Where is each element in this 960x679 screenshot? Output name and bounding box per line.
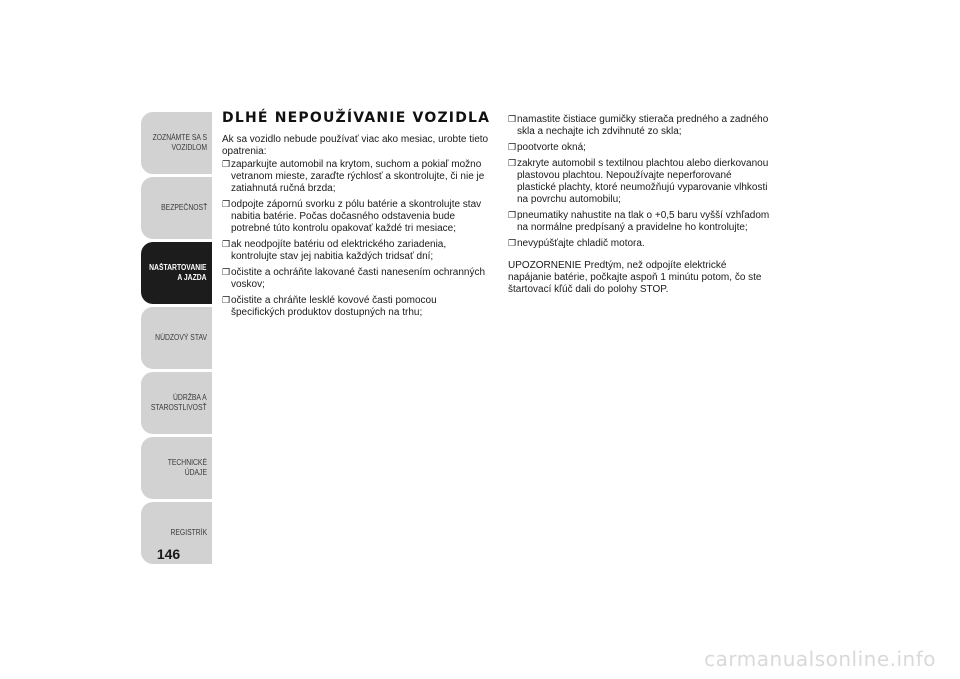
list-item-text: namastite čistiace gumičky stierača predného a zadného skla a nechajte ich zdvihnuté zo skla; [517,114,769,137]
list-item [508,114,770,138]
list-item [222,159,492,195]
checkbox-bullet-icon: ❒ [222,240,231,250]
left-column [222,112,492,323]
list-item-text: očistite a ochráňte lakované časti nanesením ochranných voskov; [231,267,486,290]
chapter-sidebar [141,112,212,567]
list-item-text: pneumatiky nahustite na tlak o +0,5 baru vyšší vzhľadom na normálne predpísaný a pravidelne ho kontrolujte; [517,210,770,233]
tab-label: NÚDZOVÝ STAV [155,333,207,343]
list-item-text: zaparkujte automobil na krytom, suchom a pokiaľ možno vetranom mieste, zaraďte rýchlosť a skontrolujte, či nie je zatiahnutá ručná brzda; [231,159,485,194]
checkbox-bullet-icon: ❒ [508,143,517,153]
list-item-text: pootvorte okná; [517,142,586,153]
tab-label: REGISTRÍK [170,528,207,538]
list-item-text: očistite a chráňte lesklé kovové časti pomocou špecifických produktov dostupných na trhu; [231,295,437,318]
list-item-text: zakryte automobil s textilnou plachtou alebo dierkovanou plastovou plachtou. Nepoužívajte neperforované plastické plachty, ktoré neumožňujú vyparovanie vlhkosti na povrchu automobilu; [517,158,769,205]
tab-label: ZOZNÁMTE SA S VOZIDLOM [152,133,207,152]
tab-zoznamte-sa-s-vozidlom[interactable] [141,112,212,174]
checkbox-bullet-icon: ❒ [222,200,231,210]
checkbox-bullet-icon: ❒ [222,268,231,278]
tab-udrzba-a-starostlivost[interactable] [141,372,212,434]
list-item-text: odpojte zápornú svorku z pólu batérie a skontrolujte stav nabitia batérie. Počas dočasného odstavenia bude potrebné túto kontrolu opakovať každé tri mesiace; [231,199,482,234]
tab-label: TECHNICKÉ ÚDAJE [167,458,207,477]
list-item [508,210,770,234]
list-item-text: ak neodpojíte batériu od elektrického zariadenia, kontrolujte stav jej nabitia každých tridsať dní; [231,239,447,262]
list-item [508,158,770,206]
bullet-list [508,114,770,250]
right-column [508,114,770,306]
intro-text: Ak sa vozidlo nebude používať viac ako mesiac, urobte tieto opatrenia: [222,134,489,157]
warning-note: UPOZORNENIE Predtým, než odpojíte elektrické napájanie batérie, počkajte aspoň 1 minútu potom, čo ste štartovací kľúč dali do polohy STOP. [508,260,762,295]
checkbox-bullet-icon: ❒ [508,239,517,249]
watermark-logo: carmanualsonline.info [704,647,936,671]
list-item [222,267,492,291]
tab-label: NAŠTARTOVANIE A JAZDA [149,263,207,282]
list-item [222,199,492,235]
list-item [222,239,492,263]
checkbox-bullet-icon: ❒ [508,159,517,169]
list-item [508,238,770,250]
bullet-list [222,159,492,319]
list-item-text: nevypúšťajte chladič motora. [517,238,645,249]
tab-nastartovanie-a-jazda[interactable] [141,242,212,304]
checkbox-bullet-icon: ❒ [508,115,517,125]
section-heading: DLHÉ NEPOUŽÍVANIE VOZIDLA [222,110,491,126]
checkbox-bullet-icon: ❒ [222,160,231,170]
checkbox-bullet-icon: ❒ [222,296,231,306]
tab-bezpecnost[interactable] [141,177,212,239]
checkbox-bullet-icon: ❒ [508,211,517,221]
list-item [222,295,492,319]
tab-nudzovy-stav[interactable] [141,307,212,369]
tab-label: BEZPEČNOSŤ [160,203,207,213]
page-number: 146 [156,546,181,562]
tab-label: ÚDRŽBA A STAROSTLIVOSŤ [151,393,207,412]
list-item [508,142,770,154]
tab-technicke-udaje[interactable] [141,437,212,499]
